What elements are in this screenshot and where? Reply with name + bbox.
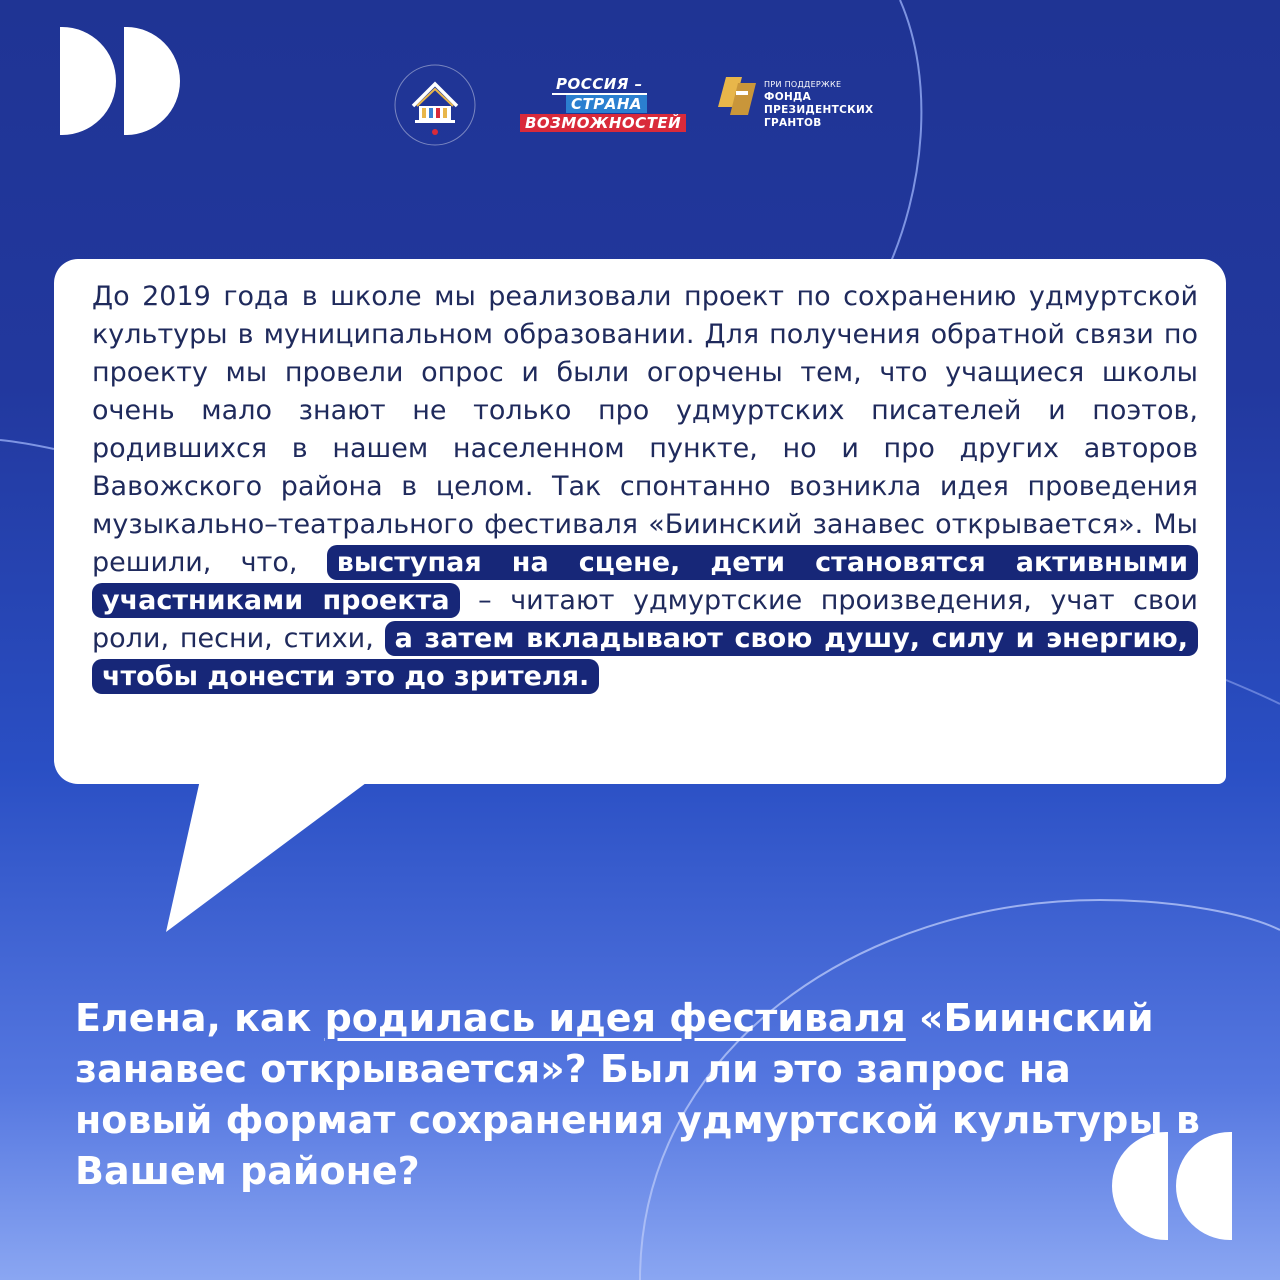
rsv-line-3: ВОЗМОЖНОСТЕЙ bbox=[520, 114, 686, 132]
logo-presidential-grants-fund bbox=[716, 75, 886, 135]
logo-moya-strana bbox=[385, 62, 485, 148]
interview-question bbox=[75, 993, 1215, 1197]
moya-strana-ring-text bbox=[385, 62, 386, 63]
fond-line-1: ПРИ ПОДДЕРЖКЕ bbox=[764, 80, 842, 89]
fond-line-4: ГРАНТОВ bbox=[764, 117, 822, 129]
question-part-2: «Биинский занавес открывается»? Был ли это запрос на новый формат сохранения удмуртской культуры в Вашем районе? bbox=[75, 996, 1200, 1193]
card-text-intro: До 2019 года в школе мы реализовали проект по сохранению удмуртской культуры в муниципальном образовании. Для получения обратной связи по проекту мы провели опрос и были огорчены тем, что учащиеся школы очень мало знают не только про удмуртских писателей и поэтов, родившихся в нашем населенном пункте, но и про других авторов Вавожского района в целом. Так спонтанно возникла идея проведения музыкально–театрального фестиваля «Биинский занавес открывается». Мы решили, что, bbox=[92, 281, 1198, 578]
card-paragraph bbox=[92, 278, 1198, 696]
speech-bubble-tail bbox=[160, 780, 380, 940]
speech-card bbox=[54, 259, 1226, 784]
rsv-line-1: РОССИЯ – bbox=[552, 75, 647, 95]
fond-line-2: ФОНДА bbox=[764, 91, 812, 103]
fond-emblem-icon bbox=[716, 77, 760, 117]
quote-mark-icon bbox=[1104, 1132, 1232, 1240]
question-underlined: родилась идея фестиваля bbox=[324, 996, 906, 1040]
logo-russia-land-of-opportunity bbox=[518, 75, 682, 135]
question-part-1: Елена, как bbox=[75, 996, 325, 1040]
moya-strana-emblem-icon bbox=[385, 62, 485, 148]
card-text-middle: – читают удмуртские произведения, учат свои роли, песни, стихи, bbox=[92, 585, 1198, 654]
card-highlight-1: выступая на сцене, дети становятся активными участниками проекта bbox=[92, 545, 1198, 618]
rsv-line-2: СТРАНА bbox=[566, 95, 647, 113]
fond-line-3: ПРЕЗИДЕНТСКИХ bbox=[764, 104, 874, 116]
card-highlight-2: а затем вкладывают свою душу, силу и энергию, чтобы донести это до зрителя. bbox=[92, 621, 1198, 694]
brand-mark-icon bbox=[60, 27, 188, 135]
